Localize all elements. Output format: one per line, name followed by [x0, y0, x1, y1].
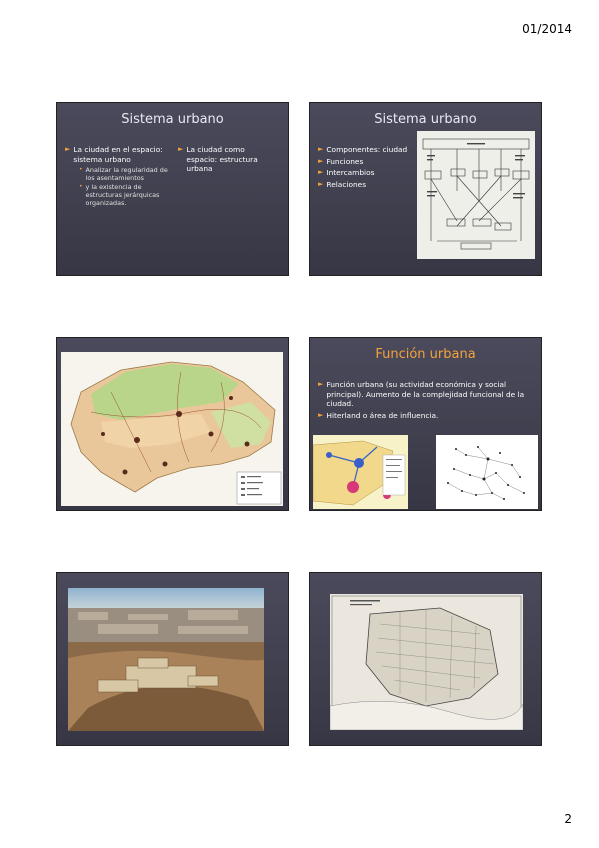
page-number: 2: [564, 812, 572, 826]
triangle-bullet-icon: ►: [318, 380, 324, 388]
dot-bullet-icon: •: [79, 166, 83, 173]
sublist-item: [79, 166, 170, 182]
triangle-bullet-icon: ►: [65, 145, 71, 153]
slide-bullet-list: [318, 380, 532, 422]
bullet-text: Función urbana (su actividad económica y social principal). Aumento de la complejidad funcional de la ciudad.: [326, 380, 525, 408]
slide-title: Función urbana: [375, 347, 476, 362]
bullet-text: Componentes: ciudad: [326, 145, 408, 154]
list-item: [318, 411, 532, 421]
list-item: [318, 380, 532, 409]
triangle-bullet-icon: ►: [318, 168, 324, 176]
bullet-text: Hiterland o área de influencia.: [326, 410, 439, 420]
slide-historic-plan: [310, 573, 541, 745]
triangle-bullet-icon: ►: [318, 156, 324, 165]
triangle-bullet-icon: ►: [178, 145, 184, 153]
slide-column-left: [65, 145, 170, 208]
subbullet-text: y la existencia de estructuras jerárquicas organizadas.: [85, 183, 160, 207]
list-item: [318, 145, 423, 155]
aerial-castle-photo: [68, 588, 264, 731]
regional-map-image: [61, 352, 283, 506]
page-date: 01/2014: [522, 22, 572, 36]
slide-funcion-urbana: [310, 338, 541, 510]
triangle-bullet-icon: ►: [318, 145, 324, 153]
historic-city-plan-image: [330, 594, 523, 730]
slide-title: Sistema urbano: [121, 112, 224, 127]
sublist-item: [79, 183, 170, 207]
slide-bullet-list: [318, 145, 423, 191]
bullet-text: La ciudad en el espacio: sistema urbano: [73, 145, 163, 164]
slide-sistema-urbano-1: [57, 103, 288, 275]
hinterland-map-image: [313, 435, 408, 509]
list-item: [178, 145, 273, 174]
bullet-text: Intercambios: [326, 168, 375, 177]
list-item: [318, 157, 423, 167]
sublist: [65, 166, 170, 207]
slide-map-andalucia: [57, 338, 288, 510]
list-item: [65, 145, 170, 164]
slide-sistema-urbano-2: [310, 103, 541, 275]
bullet-text: Funciones: [326, 156, 364, 166]
slide-column-right: [178, 145, 273, 176]
list-item: [318, 180, 423, 190]
triangle-bullet-icon: ►: [318, 410, 324, 419]
slide-aerial-photo: [57, 573, 288, 745]
list-item: [318, 168, 423, 178]
triangle-bullet-icon: ►: [318, 179, 324, 188]
slide-title: Sistema urbano: [374, 112, 477, 127]
bullet-text: Relaciones: [326, 179, 367, 189]
dot-bullet-icon: •: [79, 183, 83, 190]
settlement-pattern-image: [436, 435, 538, 509]
urban-system-diagram-image: [417, 131, 535, 259]
subbullet-text: Analizar la regularidad de los asentamientos: [85, 166, 168, 182]
bullet-text: La ciudad como espacio: estructura urbana: [186, 145, 258, 173]
